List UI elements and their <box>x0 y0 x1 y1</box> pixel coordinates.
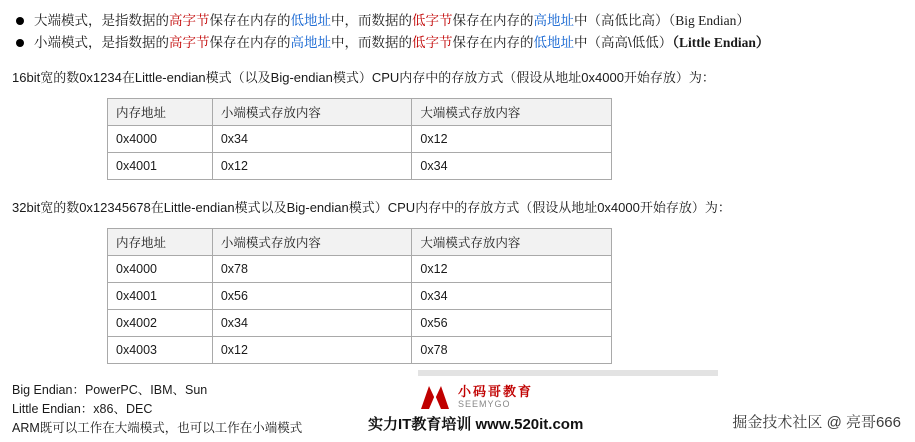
table-32bit-wrap <box>107 228 903 364</box>
cell-big-endian: 0x34 <box>412 153 612 180</box>
memory-table-16bit <box>107 98 612 180</box>
cell-address: 0x4000 <box>108 256 213 283</box>
cell-address: 0x4001 <box>108 283 213 310</box>
decorative-bar <box>418 370 718 376</box>
brand-tagline: 实力IT教育培训 www.520it.com <box>368 416 584 433</box>
bullet-dot-icon <box>16 17 24 25</box>
column-header: 内存地址 <box>108 229 213 256</box>
cell-big-endian: 0x12 <box>412 126 612 153</box>
table-row <box>108 126 612 153</box>
logo-mark-icon <box>418 382 452 412</box>
endian-definition-list <box>12 10 903 54</box>
cell-big-endian: 0x56 <box>412 310 612 337</box>
table-header-row <box>108 229 612 256</box>
footer-line-arm: ARM既可以工作在大端模式，也可以工作在小端模式 <box>12 421 303 435</box>
brand-logo <box>418 382 533 412</box>
list-item <box>12 10 903 32</box>
cell-little-endian: 0x34 <box>212 310 412 337</box>
list-item <box>12 32 903 54</box>
logo-name-en: SEEMYGO <box>458 399 511 409</box>
bullet-text-big-endian: 大端模式，是指数据的高字节保存在内存的低地址中，而数据的低字节保存在内存的高地址中（高低比高）（Big Endian） <box>34 13 750 28</box>
column-header: 大端模式存放内容 <box>412 229 612 256</box>
cell-big-endian: 0x78 <box>412 337 612 364</box>
cell-big-endian: 0x34 <box>412 283 612 310</box>
paragraph-32bit: 32bit宽的数0x12345678在Little-endian模式以及Big-endian模式）CPU内存中的存放方式（假设从地址0x4000开始存放）为： <box>12 200 731 215</box>
cell-little-endian: 0x12 <box>212 153 412 180</box>
memory-table-32bit <box>107 228 612 364</box>
cell-little-endian: 0x34 <box>212 126 412 153</box>
table-16bit-wrap <box>107 98 903 180</box>
cell-address: 0x4001 <box>108 153 213 180</box>
column-header: 大端模式存放内容 <box>412 99 612 126</box>
bullet-dot-icon <box>16 39 24 47</box>
footer-line-big-endian: Big Endian：PowerPC、IBM、Sun <box>12 383 208 397</box>
column-header: 小端模式存放内容 <box>212 229 412 256</box>
cell-big-endian: 0x12 <box>412 256 612 283</box>
paragraph-16bit: 16bit宽的数0x1234在Little-endian模式（以及Big-endian模式）CPU内存中的存放方式（假设从地址0x4000开始存放）为： <box>12 70 715 85</box>
column-header: 小端模式存放内容 <box>212 99 412 126</box>
watermark-text: 掘金技术社区 @ 亮哥666 <box>732 414 901 431</box>
cell-little-endian: 0x78 <box>212 256 412 283</box>
footer-line-little-endian: Little Endian：x86、DEC <box>12 402 153 416</box>
cell-little-endian: 0x56 <box>212 283 412 310</box>
table-row <box>108 337 612 364</box>
bullet-text-little-endian: 小端模式，是指数据的高字节保存在内存的高地址中，而数据的低字节保存在内存的低地址中（高高\低低）（Little Endian） <box>34 35 770 50</box>
table-row <box>108 283 612 310</box>
table-row <box>108 153 612 180</box>
cell-address: 0x4000 <box>108 126 213 153</box>
table-row <box>108 310 612 337</box>
footer-notes <box>12 381 302 438</box>
table-header-row <box>108 99 612 126</box>
table-row <box>108 256 612 283</box>
cell-little-endian: 0x12 <box>212 337 412 364</box>
cell-address: 0x4002 <box>108 310 213 337</box>
column-header: 内存地址 <box>108 99 213 126</box>
cell-address: 0x4003 <box>108 337 213 364</box>
logo-name-cn: 小码哥教育 <box>458 384 534 399</box>
